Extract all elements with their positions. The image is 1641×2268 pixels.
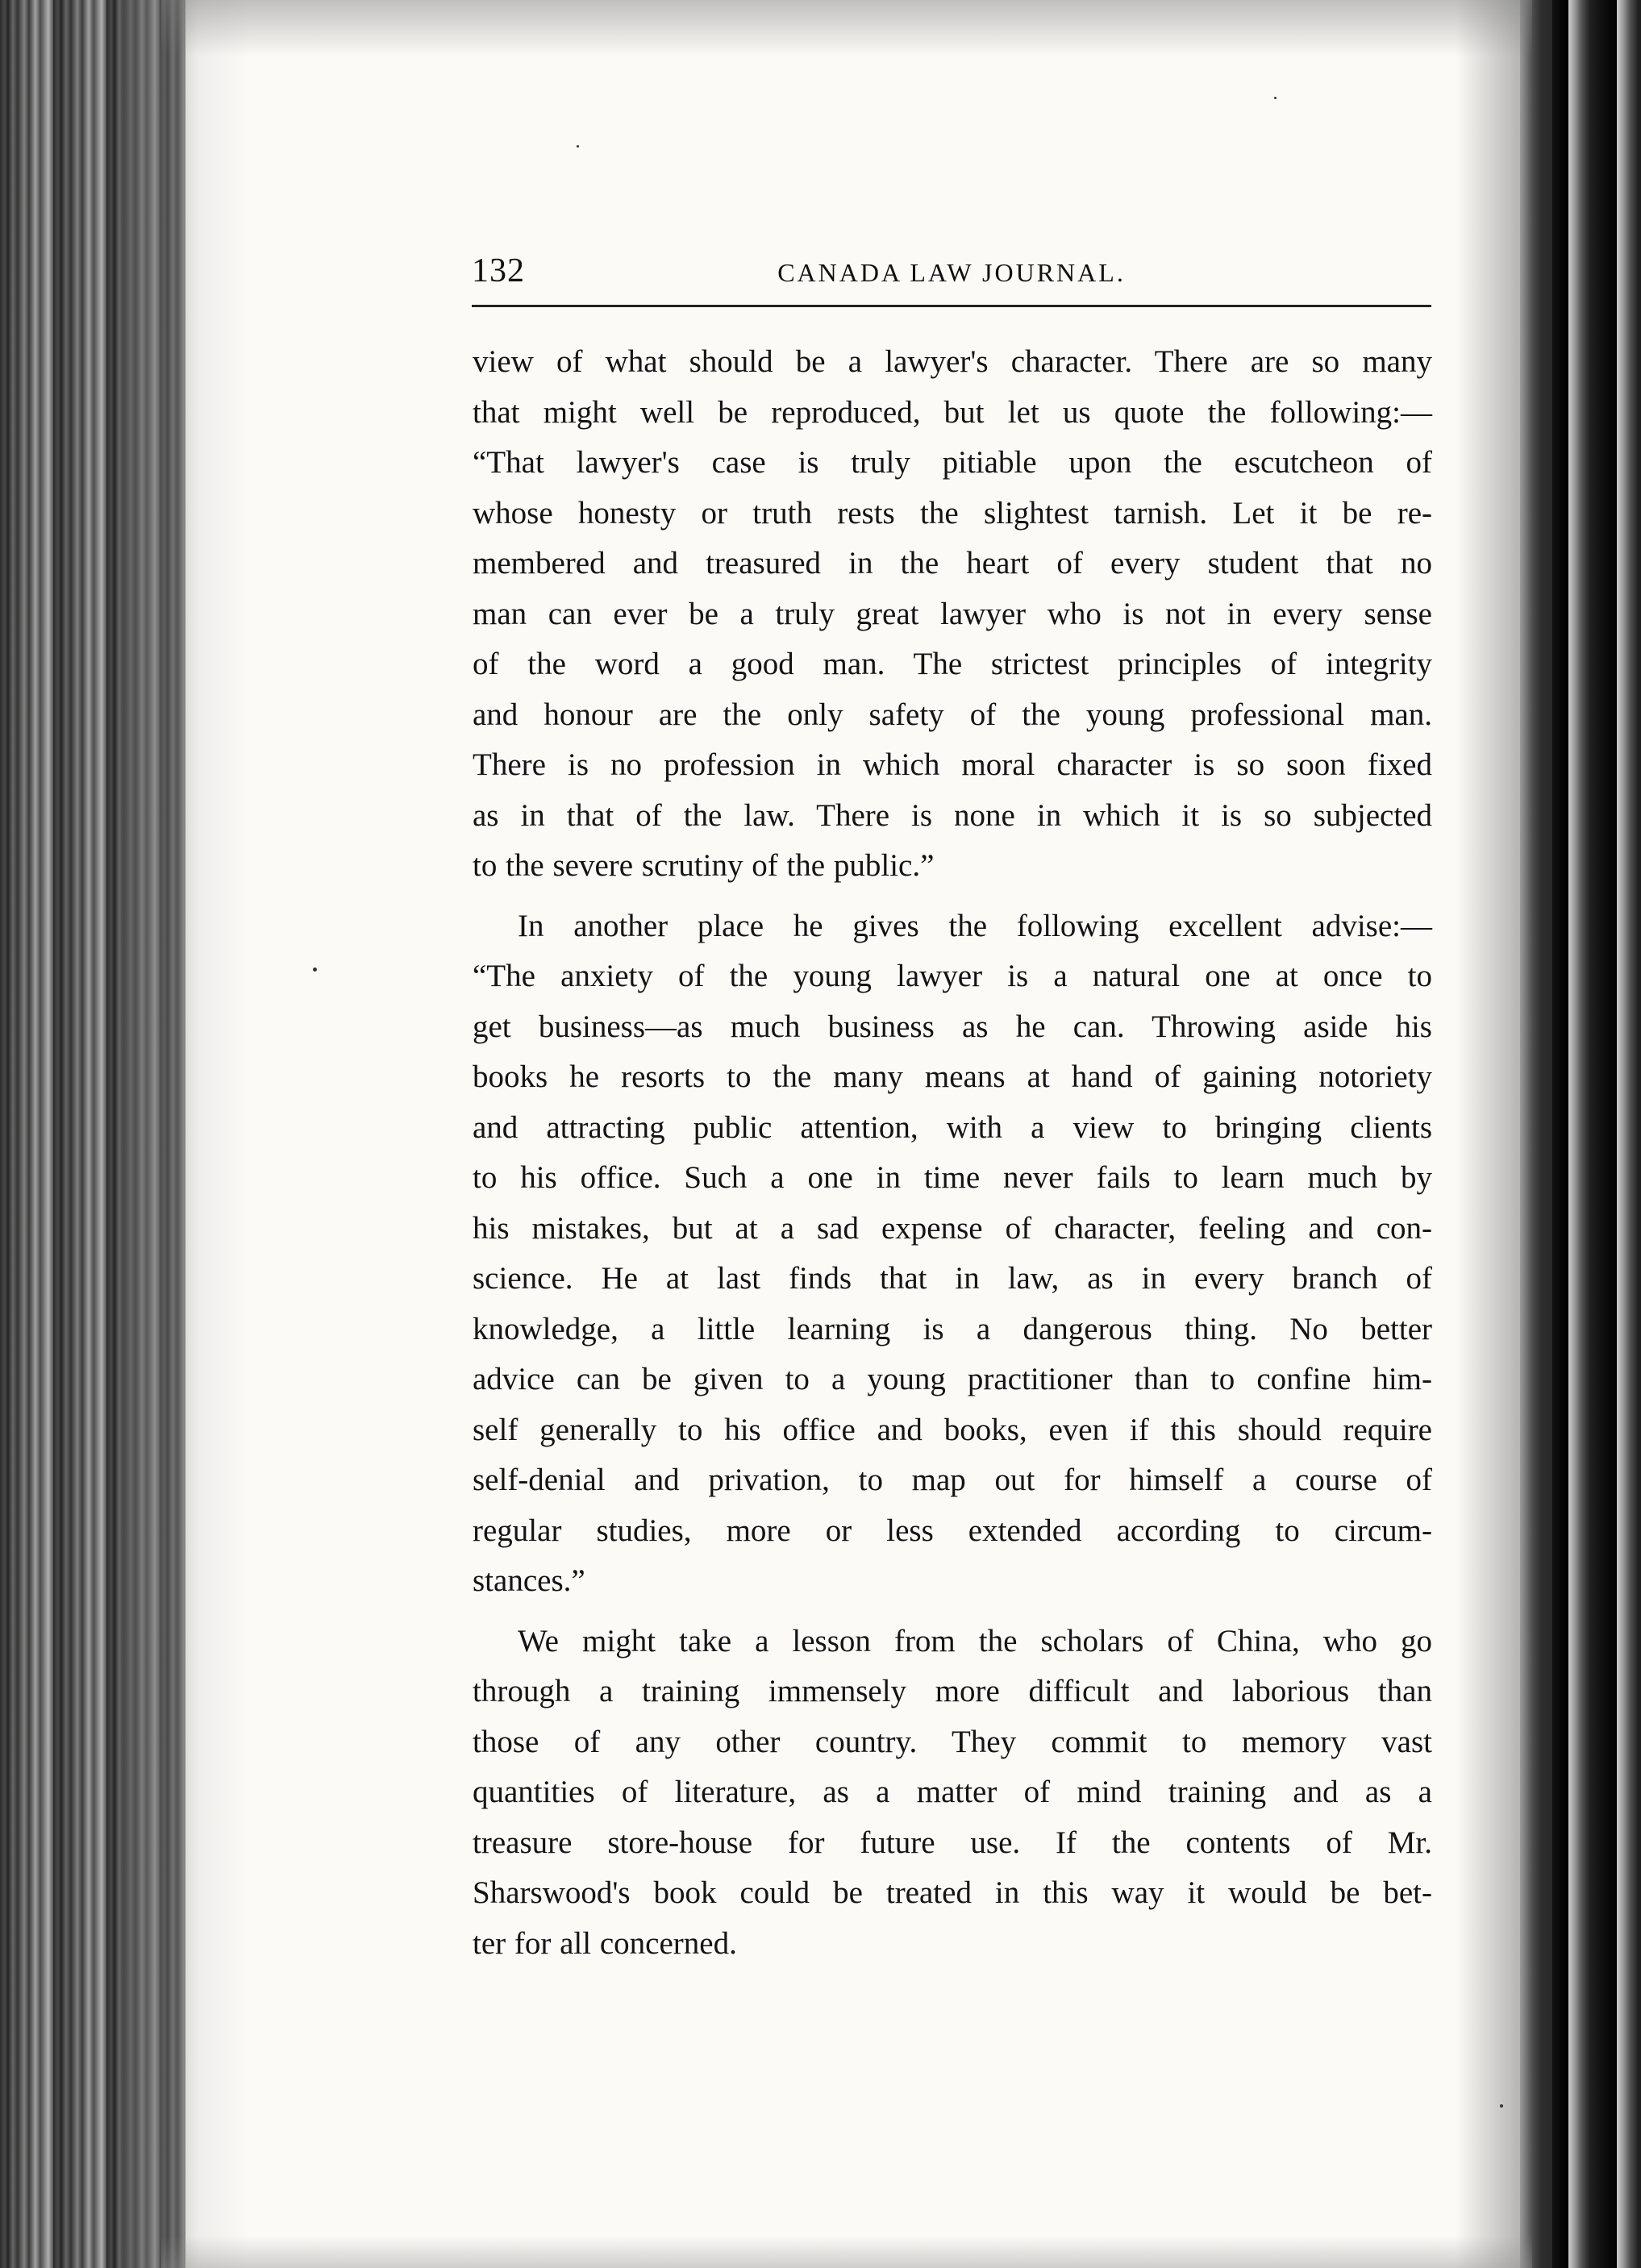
text-line: “The anxiety of the young lawyer is a natural one at once to: [473, 959, 1432, 993]
paragraph-1: [473, 337, 1432, 892]
text-line: books he resorts to the many means at hand of gaining notoriety: [473, 1059, 1432, 1094]
text-line: In another place he gives the following excellent advise:—: [518, 908, 1432, 943]
text-line: stances.”: [473, 1563, 585, 1598]
text-line: to his office. Such a one in time never fails to learn much by: [473, 1160, 1432, 1195]
text-line: as in that of the law. There is none in which it is so subjected: [473, 797, 1432, 833]
text-line: “That lawyer's case is truly pitiable upon the escutcheon of: [473, 445, 1432, 480]
text-line: that might well be reproduced, but let us quote the following:—: [473, 394, 1432, 430]
journal-title: CANADA LAW JOURNAL.: [777, 258, 1126, 287]
left-binding-fade: [121, 0, 250, 2268]
text-line: of the word a good man. The strictest principles of integrity: [473, 647, 1432, 681]
ink-speck: [577, 145, 579, 148]
paragraph-gap: [473, 1607, 1432, 1617]
ink-speck: [1274, 97, 1277, 99]
paragraph-2: [473, 901, 1432, 1607]
paragraph-3: [473, 1617, 1432, 1970]
text-line: There is no profession in which moral character is so soon fixed: [473, 747, 1432, 782]
text-line: through a training immensely more difficult and laborious than: [473, 1674, 1432, 1708]
text-line: and attracting public attention, with a view to bringing clients: [473, 1109, 1432, 1145]
text-line: self-denial and privation, to map out for himself a course of: [473, 1463, 1432, 1497]
text-line: Sharswood's book could be treated in this way it would be bet-: [473, 1875, 1432, 1910]
text-line: regular studies, more or less extended according to circum-: [473, 1513, 1432, 1548]
text-line: and honour are the only safety of the young professional man.: [473, 697, 1432, 732]
text-line: treasure store-house for future use. If the contents of Mr.: [473, 1825, 1432, 1860]
text-line: view of what should be a lawyer's character. There are so many: [473, 344, 1432, 379]
paragraph-gap: [473, 892, 1432, 901]
text-line: get business—as much business as he can. Throwing aside his: [473, 1009, 1432, 1044]
text-line: knowledge, a little learning is a dangerous thing. No better: [473, 1311, 1432, 1346]
text-line: We might take a lesson from the scholars of China, who go: [518, 1623, 1432, 1658]
text-line: to the severe scrutiny of the public.”: [473, 848, 935, 883]
text-line: those of any other country. They commit to memory vast: [473, 1724, 1432, 1759]
text-line: man can ever be a truly great lawyer who is not in every sense: [473, 596, 1432, 631]
article-body: [473, 337, 1432, 1969]
text-line: science. He at last finds that in law, as in every branch of: [473, 1261, 1432, 1296]
text-line: whose honesty or truth rests the slightest tarnish. Let it be re-: [473, 495, 1432, 531]
top-edge-noise: [161, 0, 1532, 56]
text-line: his mistakes, but at a sad expense of character, feeling and con-: [473, 1210, 1432, 1246]
running-head: [472, 252, 1431, 300]
text-line: quantities of literature, as a matter of mind training and as a: [473, 1775, 1432, 1809]
bottom-edge-noise: [161, 2236, 1532, 2268]
ink-speck: [1500, 2104, 1503, 2108]
text-line: self generally to his office and books, even if this should require: [473, 1412, 1432, 1447]
text-line: ter for all concerned.: [473, 1925, 737, 1961]
right-edge-fade: [1456, 0, 1552, 2268]
text-line: membered and treasured in the heart of every student that no: [473, 546, 1432, 581]
ink-speck: [313, 968, 317, 972]
text-line: advice can be given to a young practitioner than to confine him-: [473, 1362, 1432, 1396]
page-number: 132: [472, 252, 525, 289]
header-rule: [472, 305, 1431, 307]
